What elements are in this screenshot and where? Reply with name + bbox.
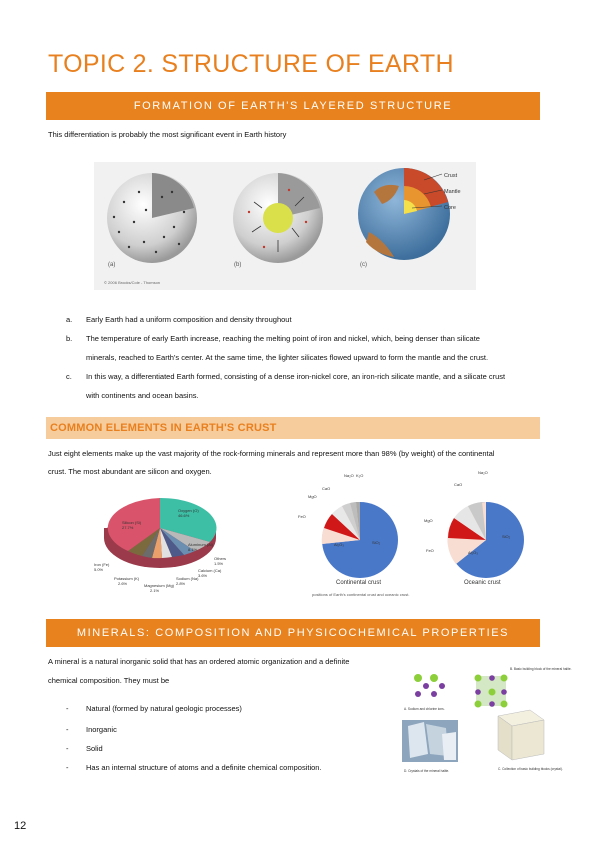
list-marker: b. <box>66 334 73 343</box>
continental-crust-pie <box>322 502 398 578</box>
elements-intro-1: Just eight elements make up the vast majority of the rock-forming minerals and represent more than 98% (by weight) of the continental <box>48 449 495 458</box>
sphere-a <box>107 173 197 263</box>
layer-label-core: Core <box>444 205 456 211</box>
oceanic-crust-pie <box>447 502 524 578</box>
list-item <box>66 334 72 343</box>
ions <box>414 674 445 697</box>
continental-label-sio2: SiO₂ <box>372 540 381 545</box>
minerals-intro-1: A mineral is a natural inorganic solid that has an ordered atomic organization and a definite <box>48 657 350 666</box>
list-marker: - <box>66 725 69 734</box>
pie-value-aluminum: 8.1% <box>188 547 198 552</box>
page-number: 12 <box>14 820 27 832</box>
list-item-text: Solid <box>86 744 103 753</box>
figure-label-a: (a) <box>108 262 116 268</box>
pie-value-magnesium: 2.1% <box>150 588 160 593</box>
halite-figure <box>398 664 572 778</box>
halite-crystals-photo <box>402 720 458 762</box>
list-item-text: Early Earth had a uniform composition and density throughout <box>86 315 292 324</box>
crust-composition-charts <box>296 466 536 600</box>
pie-label-silicon: Silicon (Si) <box>122 520 142 525</box>
page-title: TOPIC 2. STRUCTURE OF EARTH <box>48 50 454 78</box>
list-marker: - <box>66 704 69 713</box>
halite-label-a: A. Sodium and chlorine ions. <box>404 707 445 711</box>
halite-illustration <box>398 664 572 778</box>
lattice-cube <box>475 675 508 708</box>
pie-value-calcium: 3.6% <box>198 573 208 578</box>
list-item-text-cont: with continents and ocean basins. <box>86 391 199 400</box>
continental-label-feo: FeO <box>298 514 306 519</box>
minerals-intro-2: chemical composition. They must be <box>48 676 170 685</box>
pie-label-calcium: Calcium (Ca) <box>198 568 222 573</box>
section-heading-minerals: MINERALS: COMPOSITION AND PHYSICOCHEMICAL PROPERTIES <box>46 619 540 647</box>
oceanic-label-mgo: MgO <box>424 518 433 523</box>
pie-value-others: 1.5% <box>214 561 224 566</box>
oceanic-caption: Oceanic crust <box>464 580 501 586</box>
figure-label-c: (c) <box>360 262 367 268</box>
figure-credit: © 2006 Brooks/Cole - Thomson <box>104 280 161 285</box>
sphere-c <box>358 168 450 260</box>
elements-pie-chart <box>92 484 238 594</box>
continental-label-cao: CaO <box>322 486 331 491</box>
layer-label-mantle: Mantle <box>444 189 461 195</box>
halite-label-b: B. Basic building block of the mineral halite. <box>510 667 572 671</box>
sphere-b <box>233 173 323 263</box>
continental-caption: Continental crust <box>336 580 382 586</box>
elements-pie-figure <box>92 484 238 594</box>
pie-label-iron: Iron (Fe) <box>94 562 110 567</box>
pie-label-aluminum: Aluminum (Al) <box>188 542 214 547</box>
list-item <box>66 315 72 324</box>
list-item <box>66 372 72 381</box>
list-item-text: The temperature of early Earth increase, reaching the melting point of iron and nickel, which, being denser than silicate <box>86 334 480 343</box>
halite-label-d: D. Crystals of the mineral halite. <box>404 769 450 773</box>
crust-composition-figure <box>296 466 536 600</box>
formation-intro: This differentiation is probably the most significant event in Earth history <box>48 130 287 139</box>
section-heading-formation: FORMATION OF EARTH'S LAYERED STRUCTURE <box>46 92 540 120</box>
continental-label-al2o3: Al₂O₃ <box>334 542 344 547</box>
list-marker: - <box>66 763 69 772</box>
pie-label-sodium: Sodium (Na) <box>176 576 199 581</box>
section-heading-elements: COMMON ELEMENTS IN EARTH'S CRUST <box>46 417 540 439</box>
oceanic-label-na2o: Na₂O <box>478 470 488 475</box>
pie-value-iron: 5.0% <box>94 567 104 572</box>
continental-label-k2o: K₂O <box>356 473 364 478</box>
continental-label-na2o: Na₂O <box>344 473 354 478</box>
list-item-text: Has an internal structure of atoms and a definite chemical composition. <box>86 763 322 772</box>
list-item-text: Inorganic <box>86 725 117 734</box>
oceanic-label-al2o3: Al₂O₃ <box>468 550 478 555</box>
pie-label-potassium: Potassium (K) <box>114 576 140 581</box>
pie-value-silicon: 27.7% <box>122 525 134 530</box>
list-marker: c. <box>66 372 72 381</box>
pie-value-sodium: 2.8% <box>176 581 186 586</box>
pie-value-potassium: 2.6% <box>118 581 128 586</box>
halite-label-c: C. Collection of basic building blocks (crystal). <box>498 767 563 771</box>
list-item-text-cont: minerals, reached to Earth's center. At the same time, the lighter silicates flowed upward to form the mantle and the crust. <box>86 353 489 362</box>
list-marker: - <box>66 744 69 753</box>
oceanic-label-sio2: SiO₂ <box>502 534 511 539</box>
list-item-text: Natural (formed by natural geologic processes) <box>86 704 242 713</box>
oceanic-label-cao: CaO <box>454 482 463 487</box>
layer-label-crust: Crust <box>444 173 458 179</box>
pie-label-magnesium: Magnesium (Mg) <box>144 583 175 588</box>
elements-intro-2: crust. The most abundant are silicon and oxygen. <box>48 467 212 476</box>
list-marker: a. <box>66 315 73 324</box>
continental-label-mgo: MgO <box>308 494 317 499</box>
earth-differentiation-illustration <box>94 162 476 290</box>
pie-value-oxygen: 46.6% <box>178 513 190 518</box>
oceanic-label-feo: FeO <box>426 548 434 553</box>
earth-differentiation-figure <box>94 162 476 290</box>
pie-label-oxygen: Oxygen (O) <box>178 508 199 513</box>
list-item-text: In this way, a differentiated Earth formed, consisting of a dense iron-nickel core, an iron-rich silicate mantle, and a silicate crust <box>86 372 506 381</box>
figure-label-b: (b) <box>234 262 242 268</box>
crystal-block <box>498 710 544 760</box>
pie-label-others: Others <box>214 556 227 561</box>
crust-figure-caption: positions of Earth's continental crust and oceanic crust. <box>312 592 410 597</box>
